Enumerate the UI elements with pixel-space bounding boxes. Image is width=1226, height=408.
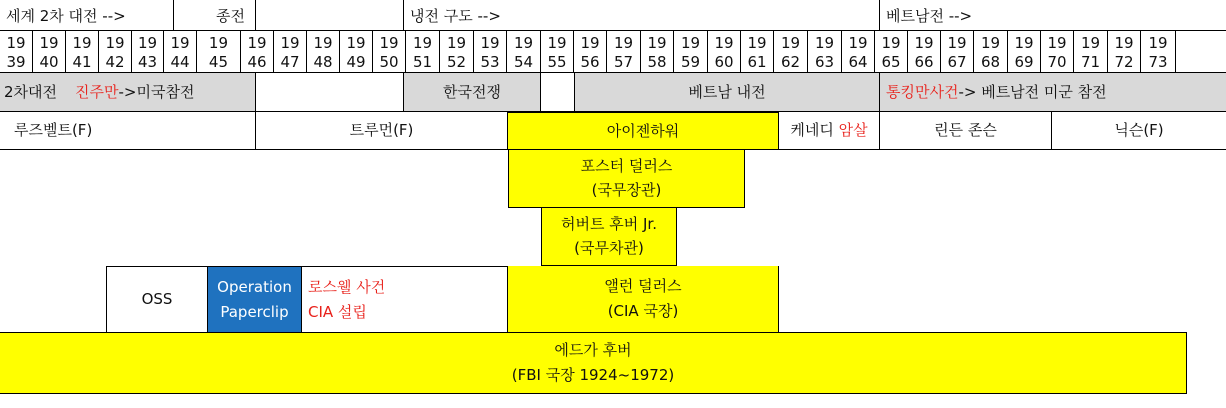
year-century: 19 <box>72 34 92 52</box>
event-ww2-label: 2차대전 <box>4 82 58 101</box>
event-vietnam-civil-war <box>575 73 880 112</box>
year-cell <box>440 31 474 73</box>
year-cell <box>474 31 507 73</box>
event-pearl-harbor: 진주만 <box>75 82 119 101</box>
era-ww2-end <box>174 0 256 31</box>
year-century: 19 <box>480 34 500 52</box>
year-value: 50 <box>379 53 399 71</box>
foster-dulles-role: (국무장관) <box>591 181 662 199</box>
year-value: 59 <box>680 53 701 71</box>
year-cell <box>241 31 274 73</box>
year-value: 66 <box>914 53 934 71</box>
year-cell <box>66 31 99 73</box>
year-century: 19 <box>680 34 701 52</box>
box-oss <box>106 266 208 332</box>
president-eisenhower <box>508 112 779 150</box>
year-value: 49 <box>346 53 366 71</box>
edgar-hoover-role: (FBI 국장 1924~1972) <box>511 366 675 384</box>
year-value: 56 <box>580 53 600 71</box>
year-value: 61 <box>747 53 767 71</box>
year-cell <box>941 31 974 73</box>
year-cell <box>875 31 908 73</box>
year-century: 19 <box>513 34 534 52</box>
year-century: 19 <box>412 34 433 52</box>
year-cell <box>197 31 241 73</box>
year-century: 19 <box>714 34 734 52</box>
event-ww2 <box>0 73 256 112</box>
president-roosevelt-label: 루즈벨트(F) <box>14 121 93 140</box>
year-value: 70 <box>1047 53 1067 71</box>
year-cell <box>674 31 708 73</box>
box-roswell <box>302 266 508 332</box>
year-cell <box>307 31 340 73</box>
year-century: 19 <box>1047 34 1067 52</box>
year-cell <box>708 31 741 73</box>
year-value: 68 <box>980 53 1001 71</box>
box-operation-paperclip <box>208 266 302 332</box>
year-value: 44 <box>170 53 190 71</box>
event-tonkin <box>880 73 1226 112</box>
year-cell <box>1108 31 1141 73</box>
year-value: 45 <box>208 53 228 71</box>
year-value: 43 <box>137 53 158 71</box>
year-value: 39 <box>6 53 26 71</box>
year-cell <box>99 31 132 73</box>
year-century: 19 <box>379 34 399 52</box>
year-century: 19 <box>613 34 634 52</box>
year-value: 72 <box>1114 53 1134 71</box>
year-cell <box>541 31 574 73</box>
year-cell <box>974 31 1008 73</box>
president-johnson <box>880 112 1052 150</box>
era-ww2-end-label: 종전 <box>216 6 245 25</box>
event-tonkin-label: 통킹만사건 <box>886 82 959 101</box>
year-cell <box>1141 31 1176 73</box>
year-value: 40 <box>39 53 59 71</box>
year-cell <box>406 31 440 73</box>
president-truman-label: 트루먼(F) <box>349 121 414 140</box>
year-century: 19 <box>170 34 190 52</box>
year-century: 19 <box>947 34 967 52</box>
president-kennedy-assassination: 암살 <box>838 121 868 140</box>
president-kennedy-label: 케네디 <box>790 121 839 140</box>
year-century: 19 <box>1114 34 1134 52</box>
roswell-incident: 로스웰 사건 <box>308 277 386 296</box>
year-century: 19 <box>39 34 59 52</box>
year-value: 52 <box>446 53 467 71</box>
paperclip-line2: Paperclip <box>220 302 289 321</box>
year-cell <box>274 31 307 73</box>
year-value: 42 <box>105 53 125 71</box>
event-korean-war <box>404 73 541 112</box>
year-century: 19 <box>313 34 333 52</box>
hoover-jr-role: (국무차관) <box>574 239 644 257</box>
box-edgar-hoover <box>0 332 1187 394</box>
event-us-troops-label: -> 베트남전 미군 참전 <box>958 82 1107 101</box>
year-cell <box>774 31 808 73</box>
year-value: 67 <box>947 53 967 71</box>
year-value: 58 <box>647 53 667 71</box>
event-blank-2 <box>541 73 575 112</box>
year-value: 71 <box>1080 53 1101 71</box>
president-roosevelt <box>0 112 256 150</box>
year-century: 19 <box>280 34 300 52</box>
year-century: 19 <box>547 34 567 52</box>
year-cell <box>607 31 641 73</box>
allen-dulles-role: (CIA 국장) <box>607 302 679 320</box>
year-value: 64 <box>848 53 868 71</box>
year-century: 19 <box>747 34 767 52</box>
event-blank-1 <box>256 73 404 112</box>
year-cell <box>132 31 164 73</box>
president-johnson-label: 린든 존슨 <box>934 121 997 140</box>
year-century: 19 <box>814 34 835 52</box>
year-century: 19 <box>780 34 801 52</box>
year-century: 19 <box>105 34 125 52</box>
year-century: 19 <box>6 34 26 52</box>
year-cell <box>1041 31 1074 73</box>
box-foster-dulles <box>508 150 745 208</box>
foster-dulles-name: 포스터 덜러스 <box>580 157 673 176</box>
year-century: 19 <box>881 34 901 52</box>
year-value: 55 <box>547 53 567 71</box>
era-blank <box>256 0 404 31</box>
year-cell <box>1008 31 1041 73</box>
year-value: 47 <box>280 53 300 71</box>
president-kennedy <box>779 112 880 150</box>
year-value: 60 <box>714 53 734 71</box>
year-century: 19 <box>1080 34 1101 52</box>
president-truman <box>256 112 508 150</box>
year-value: 53 <box>480 53 500 71</box>
year-cell <box>741 31 774 73</box>
year-century: 19 <box>1148 34 1168 52</box>
year-value: 73 <box>1148 53 1168 71</box>
president-nixon-label: 닉슨(F) <box>1114 121 1164 140</box>
era-cold-war <box>404 0 880 31</box>
event-korean-war-label: 한국전쟁 <box>443 82 501 101</box>
era-ww2-label: 세계 2차 대전 --> <box>6 6 126 25</box>
paperclip-line1: Operation <box>217 277 292 296</box>
year-century: 19 <box>1014 34 1034 52</box>
year-cell <box>1074 31 1108 73</box>
year-century: 19 <box>446 34 467 52</box>
year-century: 19 <box>247 34 267 52</box>
year-century: 19 <box>647 34 667 52</box>
president-eisenhower-label: 아이젠하워 <box>606 121 680 140</box>
year-cell <box>164 31 197 73</box>
year-value: 57 <box>613 53 634 71</box>
president-nixon <box>1052 112 1226 150</box>
oss-label: OSS <box>141 290 173 309</box>
event-vietnam-civil-war-label: 베트남 내전 <box>688 82 766 101</box>
year-value: 54 <box>513 53 534 71</box>
year-value: 69 <box>1014 53 1034 71</box>
era-vietnam-label: 베트남전 --> <box>886 6 973 25</box>
year-cell <box>842 31 875 73</box>
year-cell <box>574 31 607 73</box>
year-century: 19 <box>137 34 158 52</box>
year-century: 19 <box>848 34 868 52</box>
year-cell <box>641 31 674 73</box>
year-cell <box>0 31 33 73</box>
year-cell <box>808 31 842 73</box>
year-value: 65 <box>881 53 901 71</box>
box-allen-dulles <box>508 266 779 332</box>
cia-founded: CIA 설립 <box>308 302 367 321</box>
box-hoover-jr <box>541 208 677 266</box>
year-century: 19 <box>580 34 600 52</box>
year-value: 51 <box>412 53 433 71</box>
era-cold-war-label: 냉전 구도 --> <box>410 6 501 25</box>
year-value: 41 <box>72 53 92 71</box>
year-cell <box>908 31 941 73</box>
edgar-hoover-name: 에드가 후버 <box>554 341 632 360</box>
year-cell <box>33 31 66 73</box>
allen-dulles-name: 앨런 덜러스 <box>604 277 682 296</box>
hoover-jr-name: 허버트 후버 Jr. <box>561 215 657 234</box>
year-cell <box>373 31 406 73</box>
event-us-entry: ->미국참전 <box>118 82 195 101</box>
year-century: 19 <box>980 34 1001 52</box>
year-value: 46 <box>247 53 267 71</box>
year-value: 48 <box>313 53 333 71</box>
era-ww2 <box>0 0 174 31</box>
era-vietnam <box>880 0 1226 31</box>
year-value: 62 <box>780 53 801 71</box>
year-century: 19 <box>346 34 366 52</box>
year-century: 19 <box>914 34 934 52</box>
year-value: 63 <box>814 53 835 71</box>
year-cell <box>340 31 373 73</box>
year-cell <box>507 31 541 73</box>
year-century: 19 <box>208 34 228 52</box>
